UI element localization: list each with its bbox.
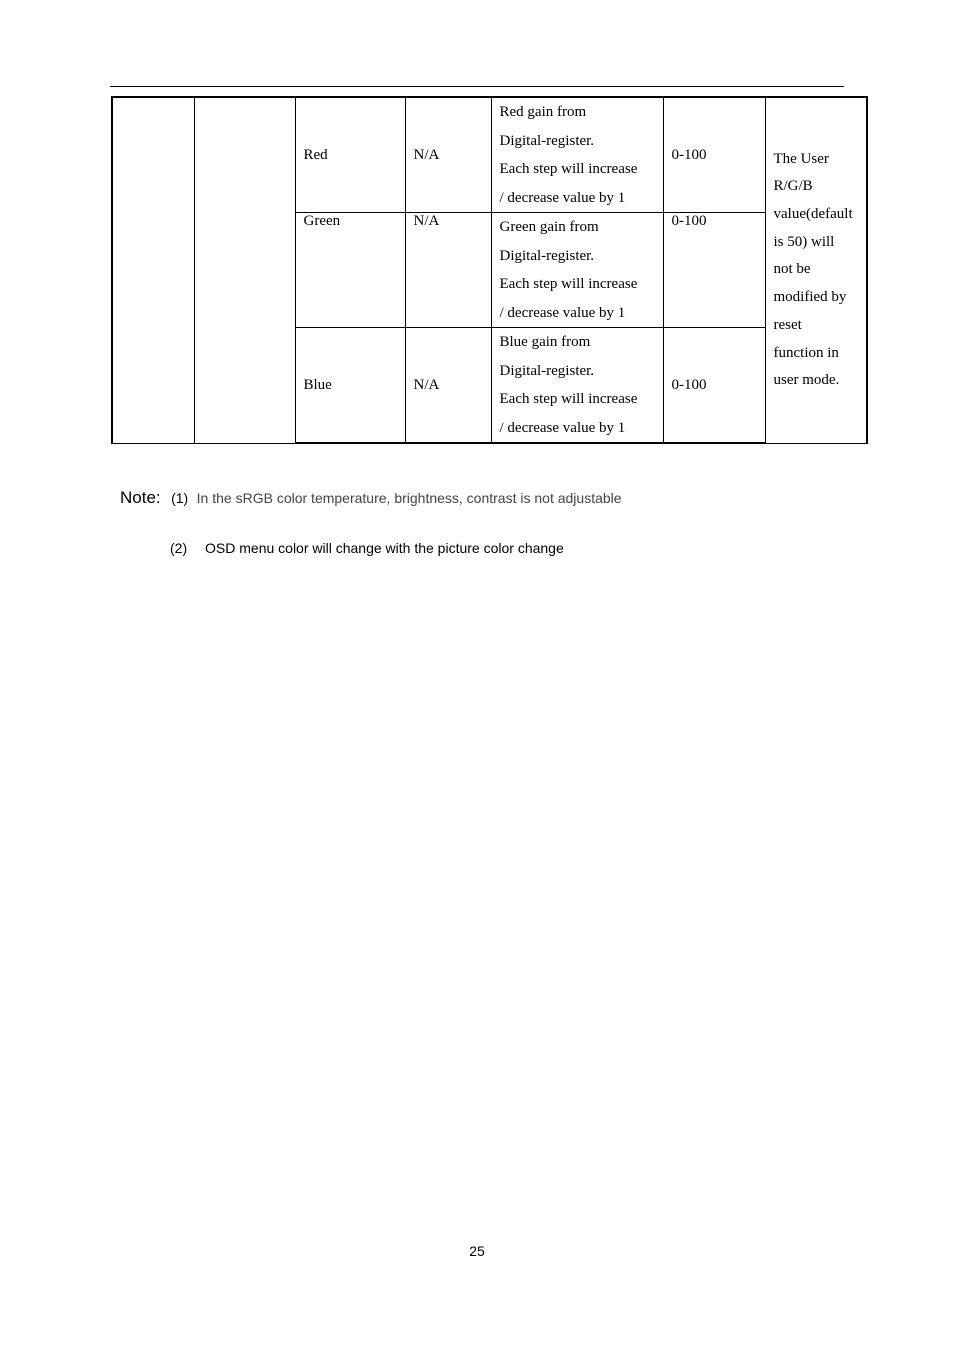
sub-menu-cell [194, 97, 295, 443]
note-1 [120, 488, 622, 508]
icon-cell: N/A [405, 97, 491, 213]
icon-cell: N/A [405, 213, 491, 328]
main-menu-cell [112, 97, 194, 443]
page-number: 25 [469, 1243, 485, 1259]
description-cell: Green gain from Digital-register. Each step will increase / decrease value by 1 [491, 213, 663, 328]
item-cell: Blue [295, 328, 405, 444]
icon-cell: N/A [405, 328, 491, 444]
header-rule [110, 86, 844, 87]
note-number: (2) [170, 540, 188, 556]
color-gain-table [111, 96, 868, 444]
table-row-red [112, 97, 867, 213]
note-number: (1) [171, 490, 189, 506]
note-text: In the sRGB color temperature, brightness, contrast is not adjustable [196, 490, 622, 506]
remark-cell: The User R/G/B value(default is 50) will not be modified by reset function in user mode. [765, 97, 867, 443]
description-cell: Red gain from Digital-register. Each step will increase / decrease value by 1 [491, 97, 663, 213]
item-cell: Red [295, 97, 405, 213]
note-2 [170, 540, 564, 556]
range-cell: 0-100 [663, 97, 765, 213]
description-cell: Blue gain from Digital-register. Each step will increase / decrease value by 1 [491, 328, 663, 444]
item-cell: Green [295, 213, 405, 328]
range-cell: 0-100 [663, 213, 765, 328]
note-label: Note: [120, 488, 161, 507]
note-text: OSD menu color will change with the picture color change [205, 540, 564, 556]
range-cell: 0-100 [663, 328, 765, 444]
